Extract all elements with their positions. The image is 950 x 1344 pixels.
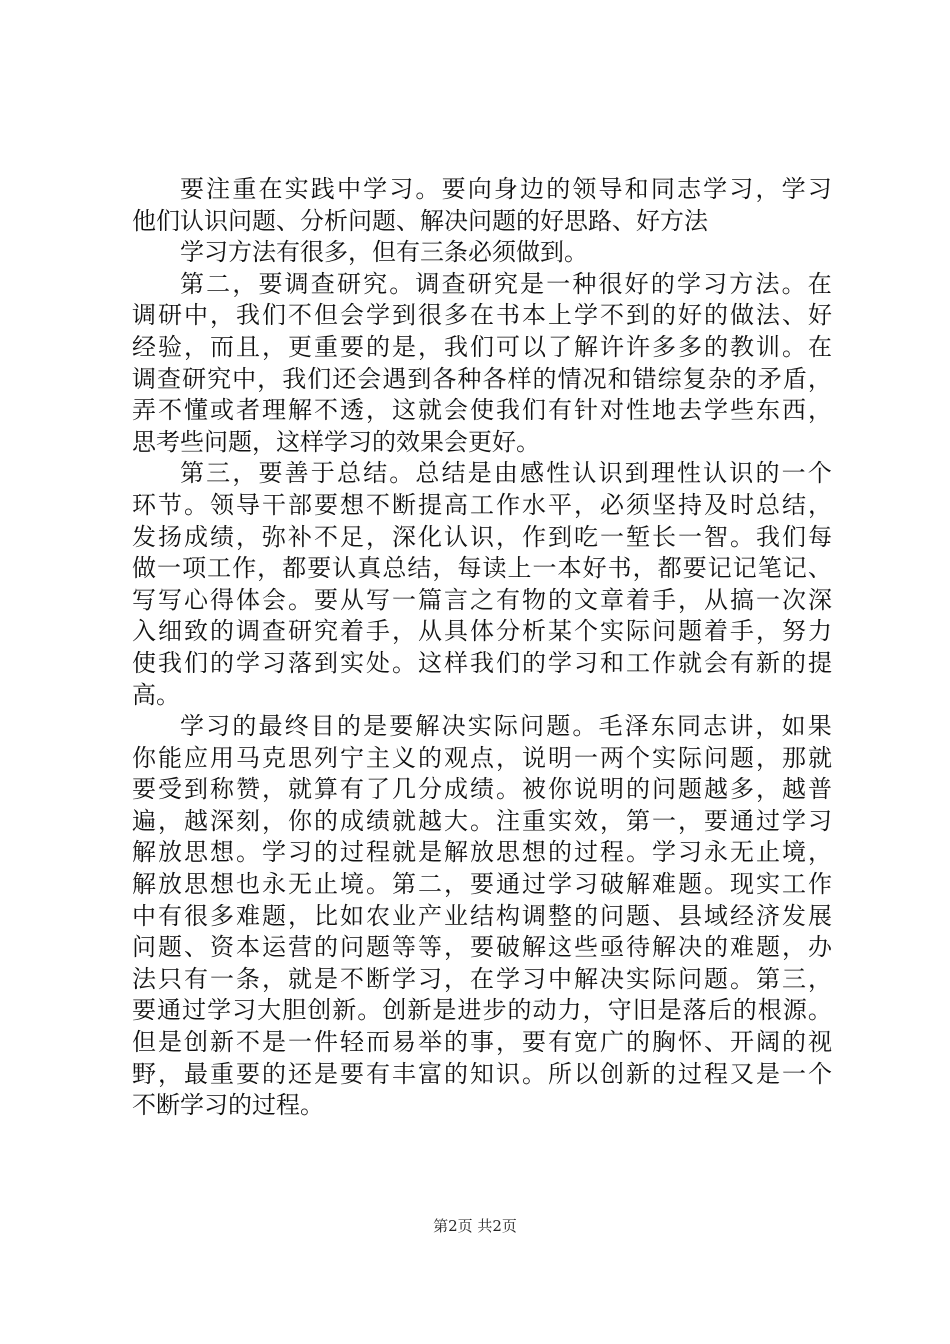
paragraph-line: 调 查 研 究 中 ， 我 们 还 会 遇 到 各 种 各 样 的 情 况 和 错 综 复 杂 的 矛 盾 ， [132, 364, 832, 393]
paragraph-line: 写 写 心 得 体 会 。 要 从 写 一 篇 言 之 有 物 的 文 章 着 手 ， 从 搞 一 次 深 [132, 585, 832, 614]
page-footer: 第2页 共2页 [433, 1217, 517, 1235]
paragraph-line: 思考些问题，这样学习的效果会更好。 [132, 427, 540, 456]
paragraph-line: 解 放 思 想 也 永 无 止 境 。 第 二 ， 要 通 过 学 习 破 解 难 题 。 现 实 工 作 [132, 870, 832, 899]
paragraph-line: 问 题 、 资 本 运 营 的 问 题 等 等 ， 要 破 解 这 些 亟 待 解 决 的 难 题 ， 办 [132, 933, 832, 962]
paragraph-line: 经 验 ， 而 且 ， 更 重 要 的 是 ， 我 们 可 以 了 解 许 许 多 多 的 教 训 。 在 [132, 332, 832, 361]
paragraph-line: 不断学习的过程。 [132, 1091, 324, 1120]
paragraph-line: 他们认识问题、分析问题、解决问题的好思路、好方法 [132, 206, 708, 235]
paragraph-line: 遍 ， 越 深 刻 ， 你 的 成 绩 就 越 大 。 注 重 实 效 ， 第 一 ， 要 通 过 学 习 [132, 806, 832, 835]
paragraph-line: 但 是 创 新 不 是 一 件 轻 而 易 举 的 事 ， 要 有 宽 广 的 胸 怀 、 开 阔 的 视 [132, 1028, 832, 1057]
paragraph-line: 你 能 应 用 马 克 思 列 宁 主 义 的 观 点 ， 说 明 一 两 个 实 际 问 题 ， 那 就 [132, 743, 832, 772]
paragraph-line: 第 三 ， 要 善 于 总 结 。 总 结 是 由 感 性 认 识 到 理 性 认 识 的 一 个 [180, 459, 832, 488]
paragraph-line: 要 受 到 称 赞 ， 就 算 有 了 几 分 成 绩 。 被 你 说 明 的 问 题 越 多 ， 越 普 [132, 775, 832, 804]
paragraph-line: 调 研 中 ， 我 们 不 但 会 学 到 很 多 在 书 本 上 学 不 到 的 好 的 做 法 、 好 [132, 301, 832, 330]
paragraph-line: 入 细 致 的 调 查 研 究 着 手 ， 从 具 体 分 析 某 个 实 际 问 题 着 手 ， 努 力 [132, 617, 832, 646]
paragraph-line: 高。 [132, 680, 180, 709]
paragraph-line: 要 通 过 学 习 大 胆 创 新 。 创 新 是 进 步 的 动 力 ， 守 旧 是 落 后 的 根 源 。 [132, 996, 832, 1025]
paragraph-line: 解 放 思 想 。 学 习 的 过 程 就 是 解 放 思 想 的 过 程 。 学 习 永 无 止 境 ， [132, 838, 832, 867]
paragraph-line: 弄 不 懂 或 者 理 解 不 透 ， 这 就 会 使 我 们 有 针 对 性 地 去 学 些 东 西 ， [132, 396, 832, 425]
paragraph-line: 使 我 们 的 学 习 落 到 实 处 。 这 样 我 们 的 学 习 和 工 作 就 会 有 新 的 提 [132, 648, 832, 677]
paragraph-line: 野 ， 最 重 要 的 还 是 要 有 丰 富 的 知 识 。 所 以 创 新 的 过 程 又 是 一 个 [132, 1059, 832, 1088]
paragraph-line: 做 一 项 工 作 ， 都 要 认 真 总 结 ， 每 读 上 一 本 好 书 ， 都 要 记 记 笔 记 、 [132, 554, 832, 583]
document-body [132, 174, 832, 1122]
paragraph-line: 学习方法有很多，但有三条必须做到。 [180, 238, 588, 267]
paragraph-line: 环 节 。 领 导 干 部 要 想 不 断 提 高 工 作 水 平 ， 必 须 坚 持 及 时 总 结 ， [132, 490, 832, 519]
paragraph-line: 中 有 很 多 难 题 ， 比 如 农 业 产 业 结 构 调 整 的 问 题 、 县 域 经 济 发 展 [132, 901, 832, 930]
paragraph-line: 法 只 有 一 条 ， 就 是 不 断 学 习 ， 在 学 习 中 解 决 实 际 问 题 。 第 三 ， [132, 964, 832, 993]
paragraph-line: 要 注 重 在 实 践 中 学 习 。 要 向 身 边 的 领 导 和 同 志 学 习 ， 学 习 [180, 175, 832, 203]
paragraph-line: 学 习 的 最 终 目 的 是 要 解 决 实 际 问 题 。 毛 泽 东 同 志 讲 ， 如 果 [180, 712, 832, 741]
paragraph-line: 第 二 ， 要 调 查 研 究 。 调 查 研 究 是 一 种 很 好 的 学 习 方 法 。 在 [180, 269, 832, 298]
paragraph-line: 发 扬 成 绩 ， 弥 补 不 足 ， 深 化 认 识 ， 作 到 吃 一 堑 长 一 智 。 我 们 每 [132, 522, 832, 551]
